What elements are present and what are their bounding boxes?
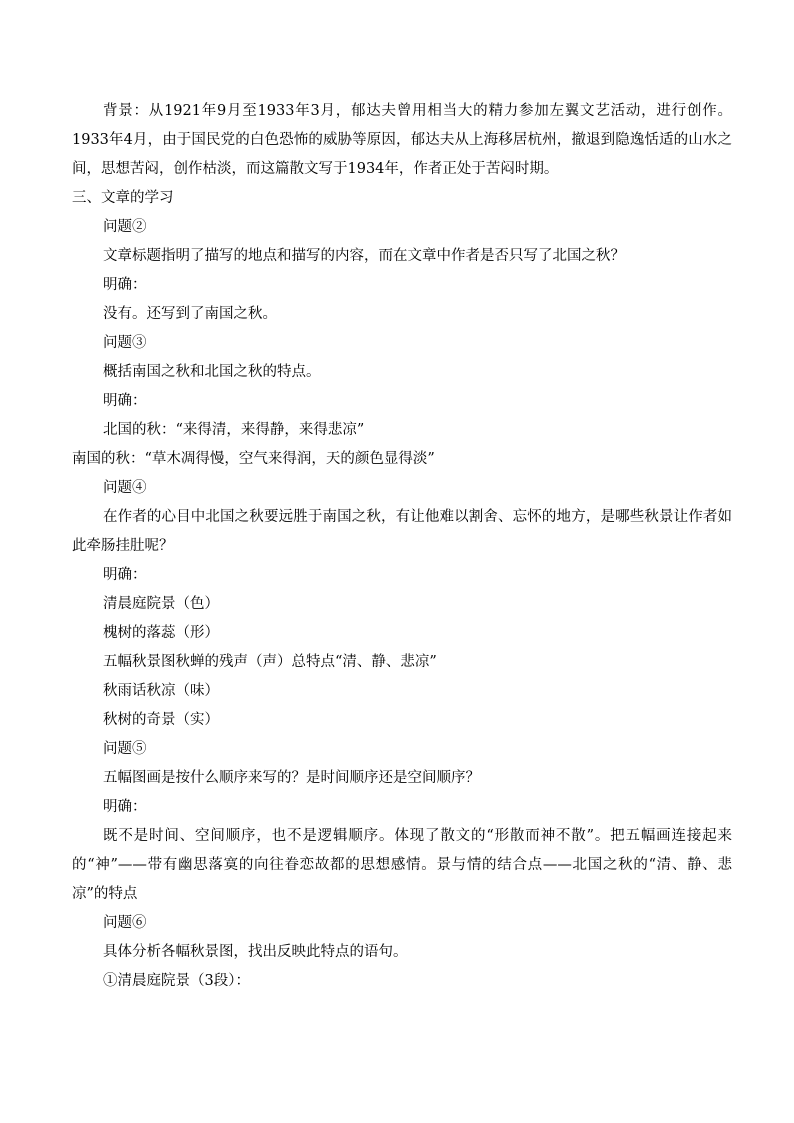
answer-4-item: 槐树的落蕊（形）	[103, 625, 219, 641]
question-6-text: 具体分析各幅秋景图，找出反映此特点的语句。	[103, 944, 408, 960]
answer-2-label: 明确：	[103, 277, 147, 293]
answer-4-item: 五幅秋景图秋蝉的残声（声）总特点“清、静、悲凉”	[103, 654, 437, 670]
answer-4-label: 明确：	[103, 567, 147, 583]
question-5-text: 五幅图画是按什么顺序来写的？是时间顺序还是空间顺序？	[103, 770, 480, 786]
question-3-label: 问题③	[103, 335, 147, 351]
answer-5-label: 明确：	[103, 799, 147, 815]
answer-3-label: 明确：	[103, 393, 147, 409]
question-6-label: 问题⑥	[103, 915, 147, 931]
answer-3-south: 南国的秋：“草木凋得慢，空气来得润，天的颜色显得淡”	[72, 451, 435, 467]
question-4-text: 在作者的心目中北国之秋要远胜于南国之秋，有让他难以割舍、忘怀的地方，是哪些秋景让作者如此牵肠挂肚呢？	[72, 509, 732, 554]
answer-3-north: 北国的秋：“来得清，来得静，来得悲凉”	[103, 422, 365, 438]
answer-2-text: 没有。还写到了南国之秋。	[103, 306, 277, 322]
document-page	[72, 97, 732, 996]
answer-4-item: 清晨庭院景（色）	[103, 596, 219, 612]
question-4-label: 问题④	[103, 480, 147, 496]
background-paragraph: 背景：从1921年9月至1933年3月，郁达夫曾用相当大的精力参加左翼文艺活动，进行创作。1933年4月，由于国民党的白色恐怖的威胁等原因，郁达夫从上海移居杭州，撤退到隐逸恬适的山水之间，思想苦闷，创作枯淡，而这篇散文写于1934年，作者正处于苦闷时期。	[72, 103, 732, 177]
question-2-text: 文章标题指明了描写的地点和描写的内容，而在文章中作者是否只写了北国之秋？	[103, 248, 625, 264]
question-3-text: 概括南国之秋和北国之秋的特点。	[103, 364, 321, 380]
answer-5-text: 既不是时间、空间顺序，也不是逻辑顺序。体现了散文的“形散而神不散”。把五幅画连接起来的“神”——带有幽思落寞的向往眷恋故都的思想感情。景与情的结合点——北国之秋的“清、静、悲凉”的特点	[72, 828, 732, 902]
question-2-label: 问题②	[103, 219, 147, 235]
answer-4-item: 秋雨话秋凉（味）	[103, 683, 219, 699]
question-6-item-1: ①清晨庭院景（3段）：	[103, 973, 250, 989]
answer-4-item: 秋树的奇景（实）	[103, 712, 219, 728]
question-5-label: 问题⑤	[103, 741, 147, 757]
section-heading: 三、文章的学习	[72, 190, 174, 206]
